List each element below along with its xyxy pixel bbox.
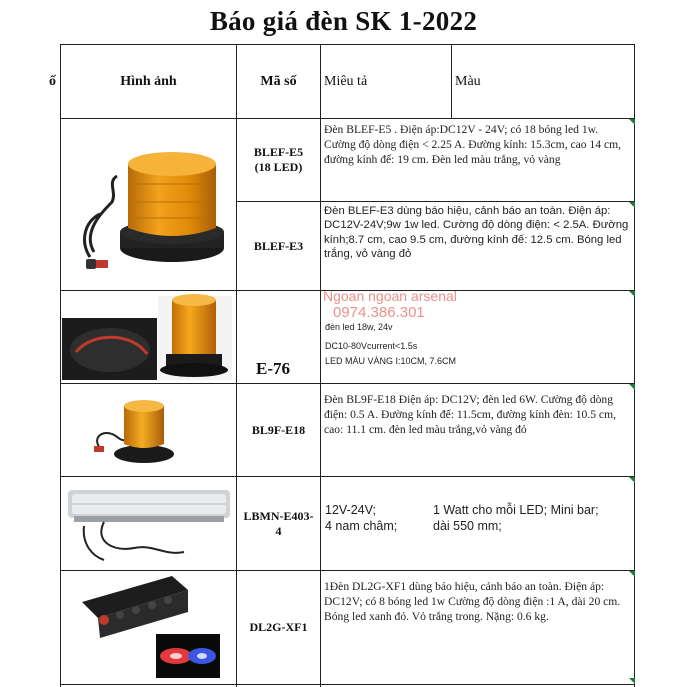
header-color: Màu: [455, 73, 481, 89]
product-code: E-76: [256, 359, 290, 379]
description-line: đèn led 18w, 24v: [325, 322, 393, 332]
page-title: Báo giá đèn SK 1-2022: [209, 6, 478, 36]
small-amber-beacon-image: [88, 390, 178, 472]
header-edge-fragment: ố: [49, 73, 56, 89]
watermark-phone: 0974.386.301: [333, 304, 425, 321]
product-description: Đèn BLEF-E5 . Điện áp:DC12V - 24V; có 18 bóng led 1w. Cường độ dòng điện < 2.25 A. Đường kính: 15.3cm, cao 14 cm, đường kính đế: 19 cm. Đèn led màu trắng, vỏ vàng: [324, 123, 622, 167]
product-code: LBMN-E403- 4: [243, 508, 314, 538]
product-description: Đèn BLEF-E3 dùng báo hiệu, cảnh báo an toàn. Điện áp: DC12V-24V;9w 1w led. Cường độ dòng điện: < 2.5A. Đường kính;8.7 cm, cao 9.5 cm, đường kính đế: 12.5 cm. Bóng led trắng, vỏ vàng đỏ: [324, 205, 629, 261]
price-table: [0, 44, 687, 687]
amber-beacon-e76-image: [62, 292, 234, 382]
header-code: Mã số: [260, 73, 297, 89]
product-code: DL2G-XF1: [249, 620, 308, 634]
product-description: 1Đèn DL2G-XF1 dùng báo hiệu, cảnh báo an toàn. Điện áp: DC12V; có 8 bóng led 1w Cường độ dòng điện :1 A, dài 20 cm. Bóng led xanh đỏ. Vỏ trắng trong. Nặng: 0.6 kg.: [324, 580, 621, 624]
dash-strobe-light-image: [72, 572, 222, 682]
grid-line: [60, 44, 61, 687]
header-description: Miêu tả: [324, 73, 368, 89]
grid-line: [60, 684, 635, 685]
product-description: [321, 291, 634, 383]
header-image: Hình ảnh: [120, 73, 177, 89]
description-line: DC10-80Vcurrent<1.5s: [325, 341, 418, 351]
product-code: BL9F-E18: [251, 422, 306, 437]
product-code: BLEF-E3: [253, 238, 304, 253]
product-description: Đèn BL9F-E18 Điện áp: DC12V; đèn led 6W. Cường độ dòng điện: 0.5 A. Đường kính đế: 11.5cm, đường kính đèn: 10.5 cm, cao: 11.1 cm. đèn led màu trắng,vỏ vàng đỏ: [324, 393, 616, 437]
description-part: 12V-24V;: [325, 503, 376, 517]
description-part: dài 550 mm;: [433, 519, 502, 533]
description-line: LED MÀU VÀNG I:10CM, 7.6CM: [325, 356, 457, 366]
watermark-text: Ngoan ngoan arsenal: [323, 291, 457, 304]
description-part: 4 nam châm;: [325, 519, 398, 533]
description-part: 1 Watt cho mỗi LED; Mini bar;: [433, 503, 599, 517]
mini-light-bar-image: [64, 482, 234, 566]
product-description: [321, 477, 634, 570]
amber-beacon-light-image: [72, 132, 232, 282]
grid-line: [634, 44, 635, 687]
product-code: BLEF-E5 (18 LED): [253, 145, 304, 174]
